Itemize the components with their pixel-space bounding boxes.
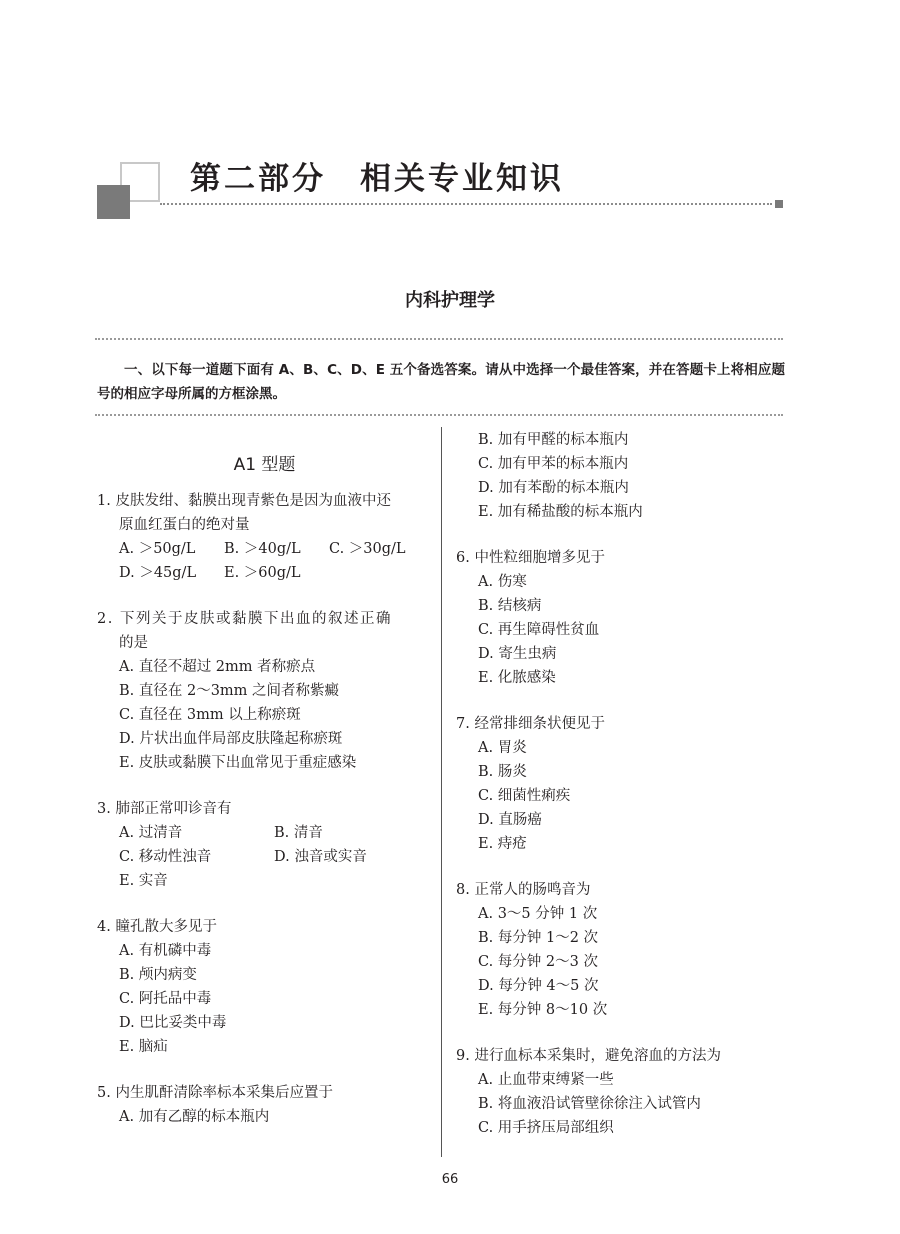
instructions-bottom-rule xyxy=(95,414,783,416)
instructions-top-rule xyxy=(95,338,783,340)
option: E. 每分钟 8～10 次 xyxy=(478,1002,608,1018)
question-stem: 4. 瞳孔散大多见于 xyxy=(97,919,217,935)
section-title: 内科护理学 xyxy=(405,290,495,311)
question-5 xyxy=(97,1081,432,1129)
option-row xyxy=(97,561,432,585)
option: C. 阿托品中毒 xyxy=(119,991,212,1007)
option: E. 实音 xyxy=(119,873,168,889)
right-column xyxy=(456,428,786,1162)
question-5-continued xyxy=(456,428,786,524)
option: A. 有机磷中毒 xyxy=(119,943,212,959)
question-8 xyxy=(456,878,786,1022)
question-stem: 5. 内生肌酐清除率标本采集后应置于 xyxy=(97,1085,333,1101)
question-2 xyxy=(97,607,432,775)
question-stem-line: 原血红蛋白的绝对量 xyxy=(119,517,250,533)
question-stem: 9. 进行血标本采集时，避免溶血的方法为 xyxy=(456,1048,721,1064)
option-row xyxy=(97,821,432,845)
option: A. 过清音 xyxy=(119,825,183,841)
option: C. 每分钟 2～3 次 xyxy=(478,954,598,970)
option: B. 直径在 2～3mm 之间者称紫癜 xyxy=(119,683,340,699)
option: D. 浊音或实音 xyxy=(274,849,367,865)
question-stem: 8. 正常人的肠鸣音为 xyxy=(456,882,591,898)
option: B. 每分钟 1～2 次 xyxy=(478,930,599,946)
option: A. 止血带束缚紧一些 xyxy=(478,1072,614,1088)
option: D. ＞45g/L xyxy=(119,565,197,581)
decorative-square-dark xyxy=(97,185,130,219)
option-row xyxy=(97,845,432,869)
option: C. ＞30g/L xyxy=(329,541,406,557)
option: C. 加有甲苯的标本瓶内 xyxy=(478,456,629,472)
question-stem-line: 2. 下列关于皮肤或黏膜下出血的叙述正确 xyxy=(97,611,392,627)
left-column xyxy=(97,428,432,1151)
option: E. 加有稀盐酸的标本瓶内 xyxy=(478,504,643,520)
option: E. 皮肤或黏膜下出血常见于重症感染 xyxy=(119,755,357,771)
option-row xyxy=(97,537,432,561)
option: A. ＞50g/L xyxy=(119,541,196,557)
option: B. 将血液沿试管壁徐徐注入试管内 xyxy=(478,1096,701,1112)
option: D. 加有苯酚的标本瓶内 xyxy=(478,480,629,496)
option: E. 化脓感染 xyxy=(478,670,556,686)
option: D. 直肠癌 xyxy=(478,812,542,828)
option: B. ＞40g/L xyxy=(224,541,301,557)
option: C. 直径在 3mm 以上称瘀斑 xyxy=(119,707,301,723)
part-title: 第二部分 相关专业知识 xyxy=(190,161,564,197)
option: B. 加有甲醛的标本瓶内 xyxy=(478,432,629,448)
option: A. 直径不超过 2mm 者称瘀点 xyxy=(119,659,316,675)
column-divider xyxy=(441,427,442,1157)
option: C. 移动性浊音 xyxy=(119,849,212,865)
option: C. 再生障碍性贫血 xyxy=(478,622,600,638)
instructions-text: 一、以下每一道题下面有 A、B、C、D、E 五个备选答案。请从中选择一个最佳答案，并在答题卡上将相应题号的相应字母所属的方框涂黑。 xyxy=(97,362,785,402)
option: A. 胃炎 xyxy=(478,740,527,756)
option: E. 痔疮 xyxy=(478,836,527,852)
question-type-heading: A1 型题 xyxy=(233,455,296,475)
option: C. 用手挤压局部组织 xyxy=(478,1120,614,1136)
question-stem-line: 的是 xyxy=(119,635,148,651)
question-stem: 6. 中性粒细胞增多见于 xyxy=(456,550,605,566)
title-dotted-rule xyxy=(160,203,772,205)
question-4 xyxy=(97,915,432,1059)
option: B. 清音 xyxy=(274,825,323,841)
option: D. 巴比妥类中毒 xyxy=(119,1015,227,1031)
page-number: 66 xyxy=(441,1172,459,1187)
option: C. 细菌性痢疾 xyxy=(478,788,571,804)
option: B. 颅内病变 xyxy=(119,967,197,983)
option: D. 片状出血伴局部皮肤隆起称瘀斑 xyxy=(119,731,343,747)
option: B. 肠炎 xyxy=(478,764,527,780)
option: B. 结核病 xyxy=(478,598,542,614)
title-rule-end-square xyxy=(775,200,783,208)
question-stem-line: 1. 皮肤发绀、黏膜出现青紫色是因为血液中还 xyxy=(97,493,391,509)
option: D. 寄生虫病 xyxy=(478,646,557,662)
question-7 xyxy=(456,712,786,856)
question-3 xyxy=(97,797,432,893)
option: E. ＞60g/L xyxy=(224,565,301,581)
option: E. 脑疝 xyxy=(119,1039,168,1055)
option: A. 加有乙醇的标本瓶内 xyxy=(119,1109,270,1125)
option: A. 3～5 分钟 1 次 xyxy=(478,906,598,922)
question-stem: 3. 肺部正常叩诊音有 xyxy=(97,801,232,817)
question-stem: 7. 经常排细条状便见于 xyxy=(456,716,605,732)
question-9 xyxy=(456,1044,786,1140)
question-6 xyxy=(456,546,786,690)
option: A. 伤寒 xyxy=(478,574,527,590)
question-1 xyxy=(97,489,432,585)
option: D. 每分钟 4～5 次 xyxy=(478,978,599,994)
